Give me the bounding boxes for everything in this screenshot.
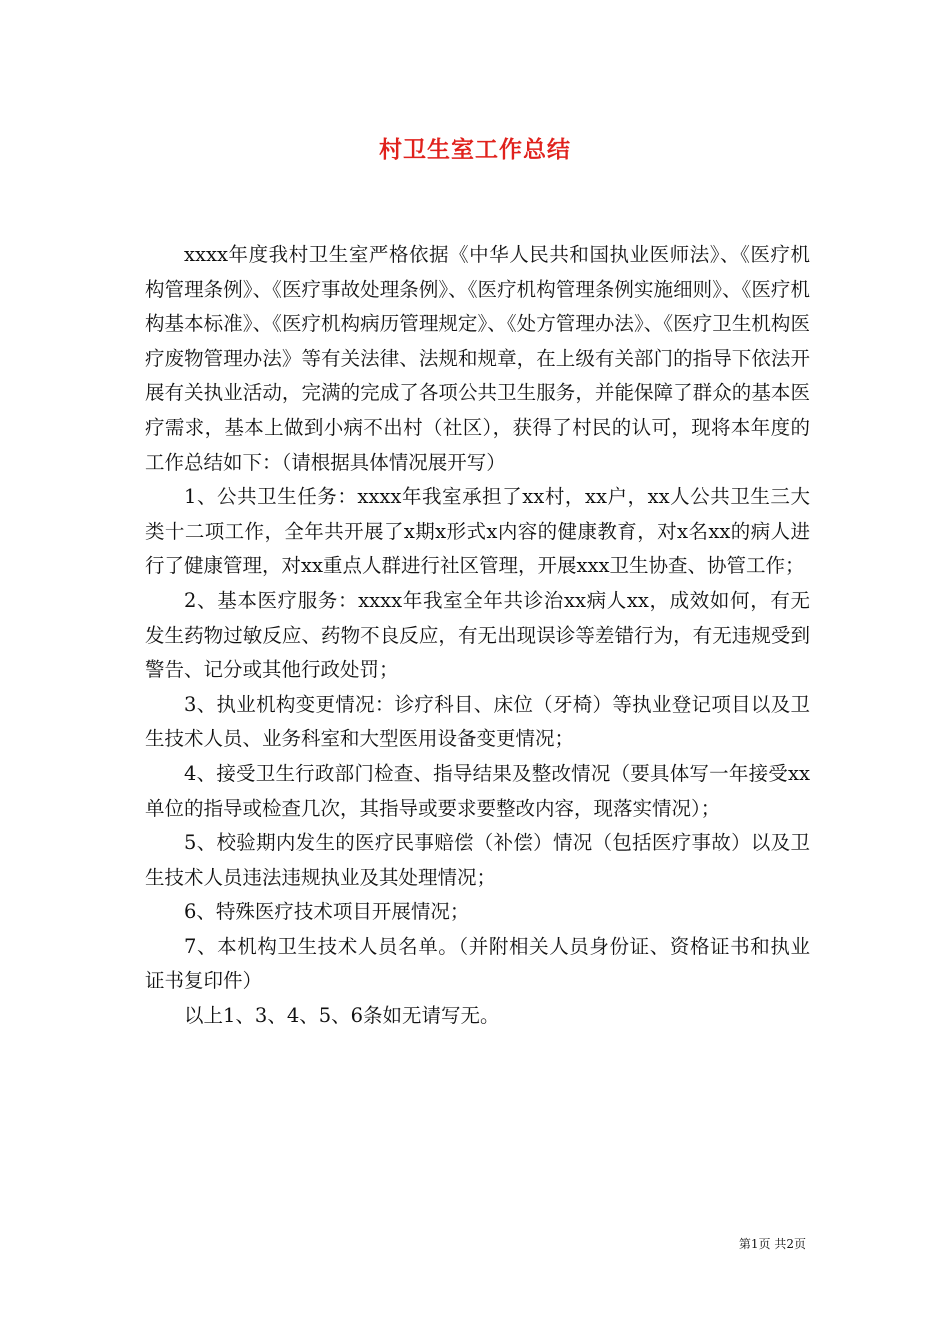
item-paragraph-3: 3、执业机构变更情况：诊疗科目、床位（牙椅）等执业登记项目以及卫生技术人员、业务科室和大型医用设备变更情况； — [145, 692, 810, 751]
item-paragraph-4: 4、接受卫生行政部门检查、指导结果及整改情况（要具体写一年接受xx单位的指导或检查几次，其指导或要求要整改内容，现落实情况）； — [145, 761, 810, 820]
document-body — [145, 238, 810, 1034]
item-paragraph-1: 1、公共卫生任务：xxxx年我室承担了xx村，xx户，xx人公共卫生三大类十二项工作，全年共开展了x期x形式x内容的健康教育，对x名xx的病人进行了健康管理，对xx重点人群进行社区管理，开展xxx卫生协查、协管工作； — [145, 485, 810, 578]
closing-paragraph: 以上1、3、4、5、6条如无请写无。 — [184, 1004, 500, 1028]
item-paragraph-5: 5、校验期内发生的医疗民事赔偿（补偿）情况（包括医疗事故）以及卫生技术人员违法违规执业及其处理情况； — [145, 831, 810, 889]
intro-paragraph: xxxx年度我村卫生室严格依据《中华人民共和国执业医师法》、《医疗机构管理条例》、《医疗事故处理条例》、《医疗机构管理条例实施细则》、《医疗机构基本标准》、《医疗机构病历管理规定》、《处方管理办法》、《医疗卫生机构医疗废物管理办法》等有关法律、法规和规章，在上级有关部门的指导下依法开展有关执业活动，完满的完成了各项公共卫生服务，并能保障了群众的基本医疗需求，基本上做到小病不出村（社区），获得了村民的认可，现将本年度的工作总结如下：（请根据具体情况展开写） — [145, 243, 810, 474]
item-paragraph-7: 7、本机构卫生技术人员名单。（并附相关人员身份证、资格证书和执业证书复印件） — [145, 934, 810, 993]
item-paragraph-6: 6、特殊医疗技术项目开展情况； — [184, 900, 470, 924]
item-paragraph-2: 2、基本医疗服务：xxxx年我室全年共诊治xx病人xx，成效如何，有无发生药物过敏反应、药物不良反应，有无出现误诊等差错行为，有无违规受到警告、记分或其他行政处罚； — [145, 588, 810, 682]
page-number: 第1页 共2页 — [738, 1237, 806, 1251]
document-title: 村卫生室工作总结 — [379, 136, 571, 163]
